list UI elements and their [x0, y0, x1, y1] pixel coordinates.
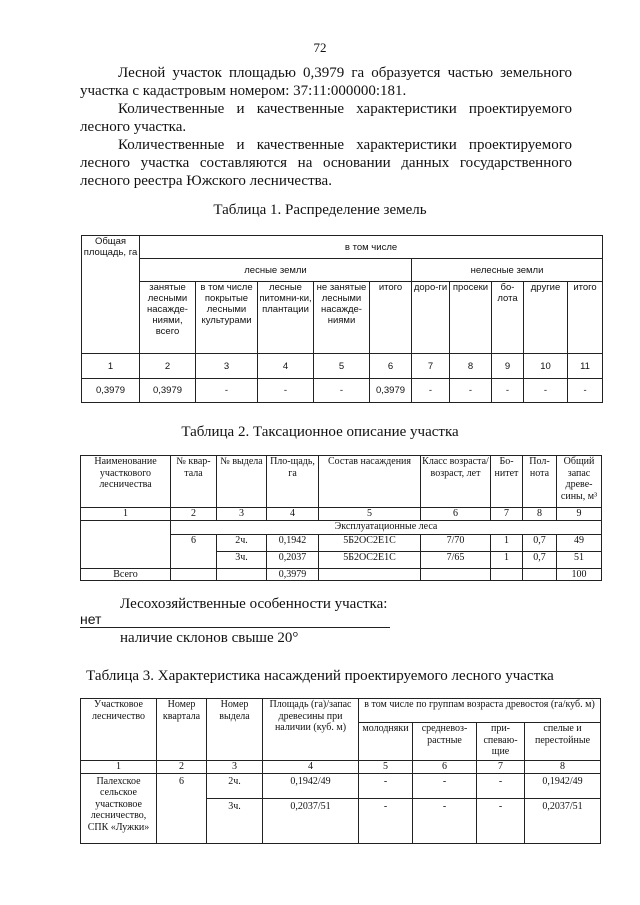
t1-sub-header: лесные питомни-ки, плантации [258, 282, 314, 354]
t2-header: № квар-тала [171, 456, 217, 508]
t1-num: 2 [140, 354, 196, 379]
t2-cell: 0,2037 [267, 551, 319, 568]
t1-cell: - [568, 379, 603, 403]
t3-cell: - [413, 773, 477, 798]
t2-cell: 5Б2ОС2Е1С [319, 534, 421, 551]
t3-num: 4 [263, 761, 359, 774]
t1-total-header: Общая площадь, га [82, 236, 140, 354]
t1-num: 1 [82, 354, 140, 379]
t2-cell: 5Б2ОС2Е1С [319, 551, 421, 568]
t2-empty-cell [421, 568, 491, 581]
t3-cell: 3ч. [207, 798, 263, 843]
t2-header: Пол-нота [523, 456, 557, 508]
t1-sub-header: не занятые лесными насажде-ниями [314, 282, 370, 354]
t3-num: 1 [81, 761, 157, 774]
paragraph-1: Лесной участок площадью 0,3979 га образуется частью земельного участка с кадастровым номером: 37:11:000000:181. [80, 65, 572, 99]
t3-num: 7 [477, 761, 525, 774]
t2-quarter: 6 [171, 534, 217, 568]
t2-header: Класс возраста/ возраст, лет [421, 456, 491, 508]
t3-header: в том числе по группам возраста древостоя (га/куб. м) [359, 699, 601, 723]
t2-header: Пло-щадь, га [267, 456, 319, 508]
t3-cell: 2ч. [207, 773, 263, 798]
t2-cell: 1 [491, 551, 523, 568]
t2-header: № выдела [217, 456, 267, 508]
t2-total-stock: 100 [557, 568, 602, 581]
t1-sub-header: бо-лота [492, 282, 524, 354]
t1-sub-header: итого [568, 282, 603, 354]
table-1 [81, 235, 603, 403]
t2-empty-cell [523, 568, 557, 581]
t3-cell: - [359, 773, 413, 798]
t3-num: 6 [413, 761, 477, 774]
t2-cell: 7/70 [421, 534, 491, 551]
t3-cell: - [477, 798, 525, 843]
t2-cell: 2ч. [217, 534, 267, 551]
t2-num: 2 [171, 508, 217, 521]
t2-section: Эксплуатационные леса [171, 520, 602, 534]
t1-incl-header: в том числе [140, 236, 603, 259]
t3-num: 8 [525, 761, 601, 774]
t2-header: Состав насаждения [319, 456, 421, 508]
t1-num: 8 [450, 354, 492, 379]
table-2 [80, 455, 602, 581]
table-3 [80, 698, 601, 844]
t3-age-group: средневоз-растные [413, 723, 477, 761]
t3-forestry: Палехское сельское участковое лесничество, СПК «Лужки» [81, 773, 157, 843]
table1-caption: Таблица 1. Распределение земель [213, 202, 427, 218]
t1-num: 4 [258, 354, 314, 379]
t2-empty-cell [217, 568, 267, 581]
t2-header: Наименование участкового лесничества [81, 456, 171, 508]
t2-empty-cell [491, 568, 523, 581]
t1-cell: - [412, 379, 450, 403]
t3-age-group: молодняки [359, 723, 413, 761]
t2-cell: 0,7 [523, 534, 557, 551]
t3-cell: 0,1942/49 [263, 773, 359, 798]
t2-cell: 0,1942 [267, 534, 319, 551]
t2-header: Общий запас древе-сины, м³ [557, 456, 602, 508]
t3-num: 5 [359, 761, 413, 774]
t1-sub-header: итого [370, 282, 412, 354]
t3-quarter: 6 [157, 773, 207, 843]
t2-header: Бо-нитет [491, 456, 523, 508]
t3-cell: - [359, 798, 413, 843]
slopes-label: наличие склонов свыше 20° [120, 630, 299, 646]
t2-total-label: Всего [81, 568, 171, 581]
underline [80, 626, 390, 628]
t3-cell: 0,1942/49 [525, 773, 601, 798]
t1-cell: 0,3979 [82, 379, 140, 403]
t3-age-group: спелые и перестойные [525, 723, 601, 761]
t2-empty-cell [171, 568, 217, 581]
t2-cell: 0,7 [523, 551, 557, 568]
t2-num: 7 [491, 508, 523, 521]
t3-cell: - [477, 773, 525, 798]
t2-cell: 7/65 [421, 551, 491, 568]
t1-cell: - [492, 379, 524, 403]
t1-cell: 0,3979 [370, 379, 412, 403]
t2-num: 6 [421, 508, 491, 521]
t3-cell: 0,2037/51 [525, 798, 601, 843]
t1-sub-header: просеки [450, 282, 492, 354]
t1-sub-header: доро-ги [412, 282, 450, 354]
t2-cell: 51 [557, 551, 602, 568]
t3-header: Площадь (га)/запас древесины при наличии (куб. м) [263, 699, 359, 761]
t1-sub-header: в том числе покрытые лесными культурами [196, 282, 258, 354]
t2-num: 4 [267, 508, 319, 521]
t3-header: Участковое лесничество [81, 699, 157, 761]
t2-num: 8 [523, 508, 557, 521]
table2-caption: Таблица 2. Таксационное описание участка [181, 424, 459, 440]
t1-num: 3 [196, 354, 258, 379]
features-title: Лесохозяйственные особенности участка: [120, 596, 388, 612]
t1-num: 11 [568, 354, 603, 379]
t2-num: 5 [319, 508, 421, 521]
t1-num: 6 [370, 354, 412, 379]
t3-cell: - [413, 798, 477, 843]
t1-cell: - [196, 379, 258, 403]
t2-total-area: 0,3979 [267, 568, 319, 581]
t1-nonforest-header: нелесные земли [412, 259, 603, 282]
t3-age-group: при-спеваю-щие [477, 723, 525, 761]
t1-sub-header: другие [524, 282, 568, 354]
t1-cell: - [258, 379, 314, 403]
t1-cell: 0,3979 [140, 379, 196, 403]
t3-num: 3 [207, 761, 263, 774]
t2-num: 3 [217, 508, 267, 521]
t1-num: 5 [314, 354, 370, 379]
t1-num: 10 [524, 354, 568, 379]
paragraph-2: Количественные и качественные характеристики проектируемого лесного участка. [80, 101, 572, 135]
t2-empty-cell [81, 520, 171, 568]
t1-cell: - [450, 379, 492, 403]
features-value: нет [80, 611, 102, 627]
t3-num: 2 [157, 761, 207, 774]
t2-num: 1 [81, 508, 171, 521]
t3-header: Номер выдела [207, 699, 263, 761]
t1-cell: - [524, 379, 568, 403]
t2-cell: 49 [557, 534, 602, 551]
t1-num: 9 [492, 354, 524, 379]
t3-cell: 0,2037/51 [263, 798, 359, 843]
t2-empty-cell [319, 568, 421, 581]
t1-cell: - [314, 379, 370, 403]
t2-cell: 1 [491, 534, 523, 551]
t2-cell: 3ч. [217, 551, 267, 568]
paragraph-3: Количественные и качественные характеристики проектируемого лесного участка составляются на основании данных государственного лесного реестра Южского лесничества. [80, 137, 572, 189]
t1-sub-header: занятые лесными насажде-ниями, всего [140, 282, 196, 354]
t3-header: Номер квартала [157, 699, 207, 761]
page-number: 72 [313, 40, 327, 55]
t1-forest-header: лесные земли [140, 259, 412, 282]
t1-num: 7 [412, 354, 450, 379]
t2-num: 9 [557, 508, 602, 521]
table3-caption: Таблица 3. Характеристика насаждений проектируемого лесного участка [86, 668, 554, 684]
